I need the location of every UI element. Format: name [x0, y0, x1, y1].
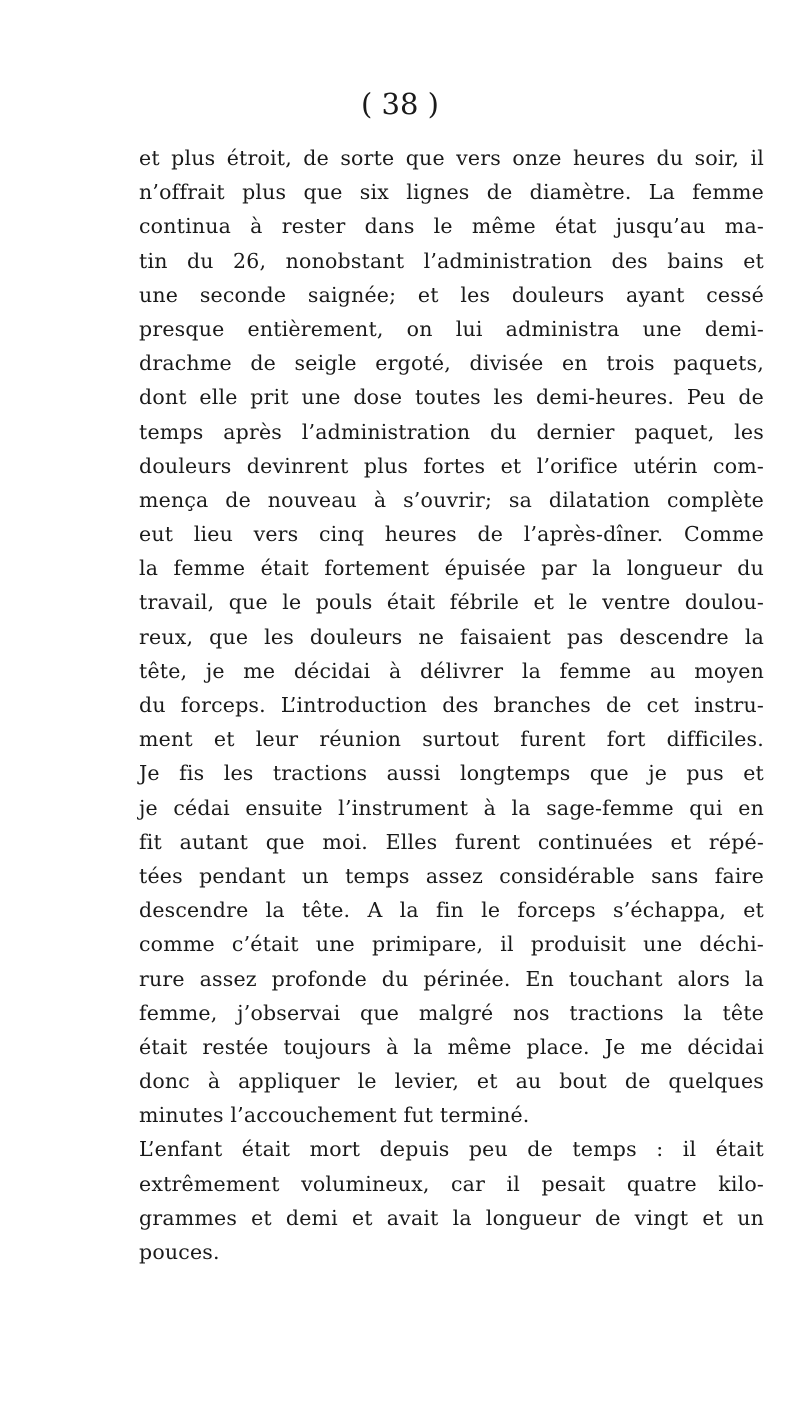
text-line: tête, je me décidai à délivrer la femme au moyen: [139, 658, 764, 683]
text-line: la femme était fortement épuisée par la longueur du: [139, 556, 764, 581]
text-line: drachme de seigle ergoté, divisée en trois paquets,: [139, 351, 764, 376]
text-line: rure assez profonde du périnée. En touchant alors la: [139, 966, 764, 991]
text-line: ment et leur réunion surtout furent fort difficiles.: [139, 727, 764, 752]
text-line: Je fis les tractions aussi longtemps que je pus et: [139, 761, 764, 786]
text-line: continua à rester dans le même état jusqu’au ma-: [139, 214, 764, 239]
text-line: du forceps. L’introduction des branches de cet instru-: [139, 693, 764, 717]
text-line: tin du 26, nonobstant l’administration des bains et: [139, 248, 764, 273]
text-line: descendre la tête. A la fin le forceps s’échappa, et: [139, 898, 764, 923]
text-line: travail, que le pouls était fébrile et le ventre doulou-: [139, 590, 764, 615]
text-line: n’offrait plus que six lignes de diamètre. La femme: [139, 180, 764, 205]
text-line: L’enfant était mort depuis peu de temps : il était: [139, 1137, 764, 1162]
body-text: [139, 141, 764, 1269]
text-line: extrêmement volumineux, car il pesait quatre kilo-: [139, 1171, 764, 1196]
text-line: je cédai ensuite l’instrument à la sage-femme qui en: [139, 795, 764, 820]
page-number: ( 38 ): [361, 87, 439, 121]
text-line: femme, j’observai que malgré nos tractions la tête: [139, 1000, 764, 1025]
text-line: donc à appliquer le levier, et au bout de quelques: [139, 1069, 764, 1094]
text-line: pouces.: [139, 1240, 220, 1264]
text-line: eut lieu vers cinq heures de l’après-dîner. Comme: [139, 522, 764, 547]
text-line: presque entièrement, on lui administra une demi-: [139, 316, 764, 341]
text-line: minutes l’accouchement fut terminé.: [139, 1103, 530, 1128]
text-line: une seconde saignée; et les douleurs ayant cessé: [139, 282, 764, 307]
text-line: mença de nouveau à s’ouvrir; sa dilatation complète: [139, 487, 764, 512]
text-line: comme c’était une primipare, il produisit une déchi-: [139, 932, 764, 957]
text-line: fit autant que moi. Elles furent continuées et répé-: [139, 829, 764, 854]
text-line: et plus étroit, de sorte que vers onze heures du soir, il: [139, 146, 764, 170]
text-line: temps après l’administration du dernier paquet, les: [139, 419, 764, 444]
text-line: dont elle prit une dose toutes les demi-heures. Peu de: [139, 385, 764, 410]
text-line: reux, que les douleurs ne faisaient pas descendre la: [139, 624, 764, 649]
text-line: tées pendant un temps assez considérable sans faire: [139, 863, 764, 888]
text-line: était restée toujours à la même place. Je me décidai: [139, 1034, 764, 1059]
text-line: grammes et demi et avait la longueur de vingt et un: [139, 1205, 764, 1230]
text-line: douleurs devinrent plus fortes et l’orifice utérin com-: [139, 453, 764, 478]
